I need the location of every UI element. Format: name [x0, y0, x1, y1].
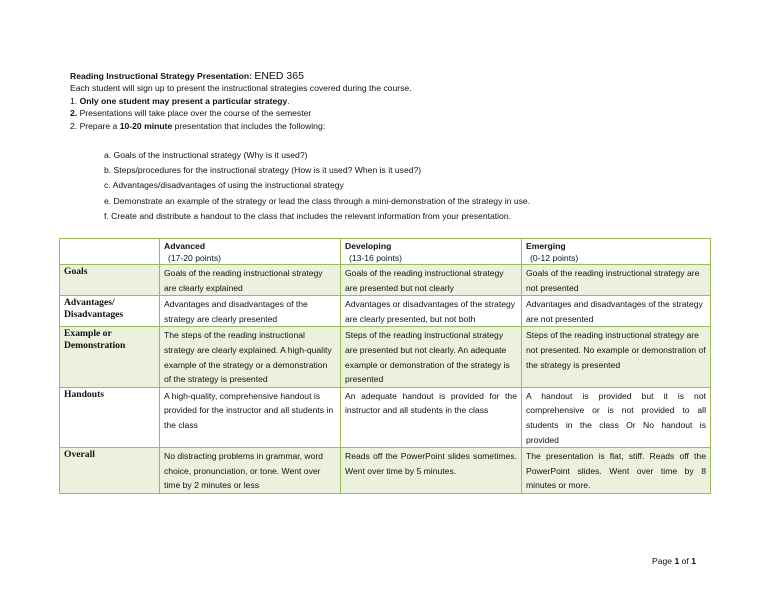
level-name: Developing	[345, 241, 392, 251]
level-developing	[341, 239, 522, 265]
rule-item-2-number: 2.	[70, 108, 78, 119]
table-row	[60, 448, 711, 494]
level-points: (0-12 points)	[530, 253, 579, 263]
level-points: (13-16 points)	[349, 253, 403, 263]
intro-line: Each student will sign up to present the instructional strategies covered during the course.	[70, 83, 412, 94]
page-label: Page	[652, 556, 673, 566]
rubric-cell: An adequate handout is provided for the instructor and all students in the class	[341, 387, 522, 447]
list-item: c. Advantages/disadvantages of using the instructional strategy	[104, 180, 344, 191]
rule-item-3-post: presentation that includes the following:	[174, 120, 326, 131]
rubric-cell: The presentation is flat, stiff. Reads off the PowerPoint slides. Went over time by 8 minutes or more.	[522, 448, 711, 494]
rule-item-1-number: 1.	[70, 95, 78, 106]
criterion-goals: Goals	[60, 265, 160, 296]
document-title	[70, 70, 710, 82]
rubric-cell: Goals of the reading instructional strategy are not presented	[522, 265, 711, 296]
rubric-cell: Reads off the PowerPoint slides sometimes. Went over time by 5 minutes.	[341, 448, 522, 494]
rule-item-2-text: Presentations will take place over the course of the semester	[79, 108, 312, 119]
rubric-cell: Advantages and disadvantages of the strategy are not presented	[522, 296, 711, 327]
table-row	[60, 296, 711, 327]
table-row	[60, 327, 711, 387]
criterion-overall: Overall	[60, 448, 160, 494]
rubric-table	[59, 238, 711, 494]
rubric-cell: Goals of the reading instructional strategy are presented but not clearly	[341, 265, 522, 296]
rubric-cell: Goals of the reading instructional strategy are clearly explained	[160, 265, 341, 296]
list-item: b. Steps/procedures for the instructional strategy (How is it used? When is it used?)	[104, 165, 422, 176]
course-code: ENED 365	[254, 70, 304, 82]
document-header	[70, 70, 710, 132]
criterion-handouts: Handouts	[60, 387, 160, 447]
list-item: e. Demonstrate an example of the strategy or lead the class through a mini-demonstration of the strategy in use.	[104, 195, 531, 206]
level-emerging	[522, 239, 711, 265]
list-item: f. Create and distribute a handout to the class that includes the relevant information from your presentation.	[104, 210, 512, 221]
requirements-list	[104, 148, 704, 224]
rubric-cell: No distracting problems in grammar, word choice, pronunciation, or tone. Went over time by 2 minutes or less	[160, 448, 341, 494]
table-row	[60, 265, 711, 296]
rubric-cell: The steps of the reading instructional strategy are clearly explained. A high-quality example of the strategy or a demonstration of the strategy is presented	[160, 327, 341, 387]
rubric-cell: A handout is provided but it is not comprehensive or is not provided to all students in the class Or No handout is provided	[522, 387, 711, 447]
title-bold: Reading Instructional Strategy Presentation:	[70, 71, 252, 81]
page-number: 1	[674, 556, 680, 566]
rubric-cell: Steps of the reading instructional strategy are presented but not clearly. An adequate example or demonstration of the strategy is presented	[341, 327, 522, 387]
rule-item-3	[70, 120, 710, 132]
level-name: Advanced	[164, 241, 206, 251]
of-label: of	[681, 556, 689, 566]
page-footer	[652, 556, 696, 566]
rubric-header-row	[60, 239, 711, 265]
rule-item-3-pre: Prepare a	[79, 120, 118, 131]
rule-item-1-period: .	[287, 95, 290, 106]
rubric-cell: A high-quality, comprehensive handout is provided for the instructor and all students in the class	[160, 387, 341, 447]
list-item: a. Goals of the instructional strategy (Why is it used?)	[104, 150, 308, 160]
rubric-cell: Advantages and disadvantages of the strategy are clearly presented	[160, 296, 341, 327]
rubric-cell: Advantages or disadvantages of the strategy are clearly presented, but not both	[341, 296, 522, 327]
rule-item-3-bold: 10-20 minute	[119, 120, 173, 131]
criterion-example: Example or Demonstration	[60, 327, 160, 387]
level-name: Emerging	[526, 241, 566, 251]
level-points: (17-20 points)	[168, 253, 222, 263]
rule-item-1-text: Only one student may present a particular strategy	[79, 95, 288, 106]
rule-item-1	[70, 95, 710, 107]
page-total: 1	[691, 556, 696, 566]
rule-item-3-number: 2.	[70, 120, 78, 131]
header-empty-cell	[60, 239, 160, 265]
level-advanced	[160, 239, 341, 265]
table-row	[60, 387, 711, 447]
criterion-advantages: Advantages/ Disadvantages	[60, 296, 160, 327]
rule-item-2	[70, 107, 710, 119]
rubric-cell: Steps of the reading instructional strategy are not presented. No example or demonstration of the strategy is presented	[522, 327, 711, 387]
